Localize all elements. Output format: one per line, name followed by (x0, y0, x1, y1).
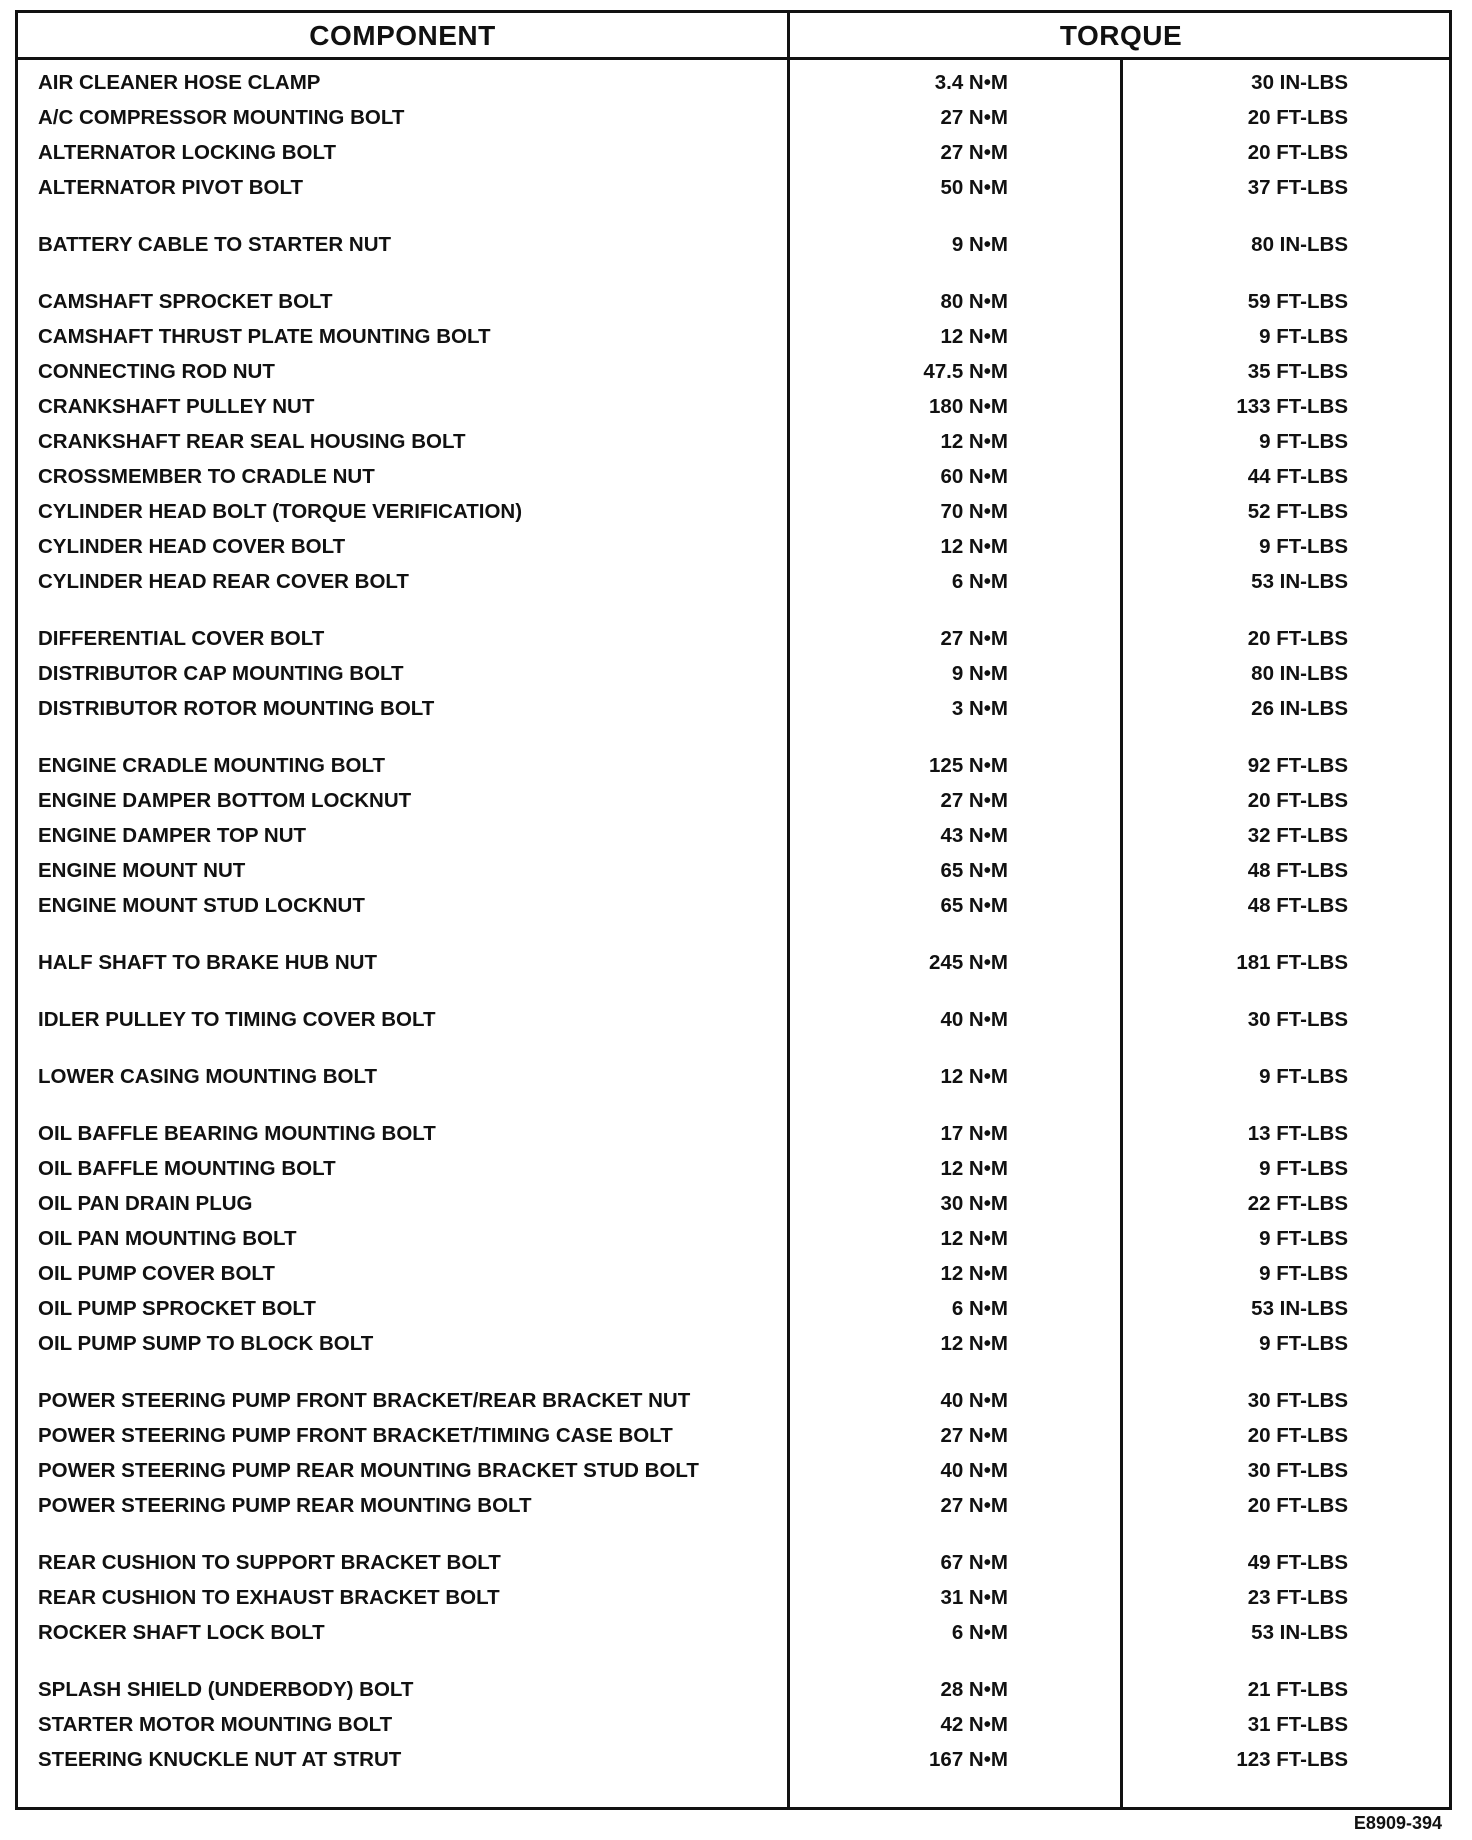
table-row (18, 1326, 1449, 1361)
torque-imperial: 22 FT-LBS (1247, 1192, 1348, 1215)
component-name: CRANKSHAFT REAR SEAL HOUSING BOLT (38, 430, 466, 453)
component-name: POWER STEERING PUMP FRONT BRACKET/TIMING CASE BOLT (38, 1424, 673, 1447)
table-row (18, 1742, 1449, 1777)
table-row (18, 1672, 1449, 1707)
torque-metric: 30 N•M (940, 1192, 1008, 1215)
torque-metric: 28 N•M (940, 1678, 1008, 1701)
torque-metric: 60 N•M (940, 465, 1008, 488)
torque-header: TORQUE (1059, 20, 1183, 51)
torque-imperial: 44 FT-LBS (1247, 465, 1348, 488)
torque-metric: 50 N•M (940, 176, 1008, 199)
torque-metric: 125 N•M (929, 754, 1008, 777)
torque-imperial: 123 FT-LBS (1236, 1748, 1348, 1771)
component-header: COMPONENT (309, 20, 496, 51)
table-row (18, 529, 1449, 564)
component-name: A/C COMPRESSOR MOUNTING BOLT (38, 106, 405, 129)
torque-metric: 12 N•M (940, 1227, 1008, 1250)
component-name: CYLINDER HEAD COVER BOLT (38, 535, 346, 558)
torque-metric: 6 N•M (951, 1297, 1008, 1320)
torque-metric: 80 N•M (940, 290, 1008, 313)
torque-metric: 27 N•M (940, 106, 1008, 129)
table-row (18, 494, 1449, 529)
torque-metric: 245 N•M (929, 951, 1008, 974)
torque-imperial: 9 FT-LBS (1259, 1332, 1348, 1355)
component-name: AIR CLEANER HOSE CLAMP (38, 71, 321, 94)
table-row (18, 691, 1449, 726)
torque-imperial: 80 IN-LBS (1251, 233, 1348, 256)
torque-imperial: 133 FT-LBS (1236, 395, 1348, 418)
torque-metric: 65 N•M (940, 859, 1008, 882)
component-name: CONNECTING ROD NUT (38, 360, 275, 383)
table-row (18, 1256, 1449, 1291)
table-row (18, 1383, 1449, 1418)
component-name: STEERING KNUCKLE NUT AT STRUT (38, 1748, 402, 1771)
torque-metric: 27 N•M (940, 1424, 1008, 1447)
table-row (18, 284, 1449, 319)
torque-imperial: 9 FT-LBS (1259, 430, 1348, 453)
torque-imperial: 52 FT-LBS (1247, 500, 1348, 523)
component-name: POWER STEERING PUMP REAR MOUNTING BRACKET STUD BOLT (38, 1459, 699, 1482)
table-row (18, 170, 1449, 205)
torque-metric: 47.5 N•M (923, 360, 1008, 383)
component-name: ROCKER SHAFT LOCK BOLT (38, 1621, 325, 1644)
table-row (18, 1615, 1449, 1650)
component-name: OIL PUMP COVER BOLT (38, 1262, 275, 1285)
torque-imperial: 20 FT-LBS (1247, 1494, 1348, 1517)
torque-imperial: 59 FT-LBS (1247, 290, 1348, 313)
table-row (18, 621, 1449, 656)
torque-imperial: 20 FT-LBS (1247, 141, 1348, 164)
component-name: ALTERNATOR PIVOT BOLT (38, 176, 303, 199)
table-row (18, 853, 1449, 888)
torque-metric: 167 N•M (929, 1748, 1008, 1771)
component-name: SPLASH SHIELD (UNDERBODY) BOLT (38, 1678, 414, 1701)
table-row (18, 1291, 1449, 1326)
table-row (18, 748, 1449, 783)
table-row (18, 1453, 1449, 1488)
component-name: CAMSHAFT THRUST PLATE MOUNTING BOLT (38, 325, 491, 348)
torque-metric: 27 N•M (940, 141, 1008, 164)
component-name: ENGINE CRADLE MOUNTING BOLT (38, 754, 385, 777)
torque-imperial: 9 FT-LBS (1259, 1227, 1348, 1250)
torque-imperial: 32 FT-LBS (1247, 824, 1348, 847)
torque-metric: 40 N•M (940, 1389, 1008, 1412)
component-name: DIFFERENTIAL COVER BOLT (38, 627, 325, 650)
torque-metric: 6 N•M (951, 1621, 1008, 1644)
table-row (18, 1186, 1449, 1221)
torque-metric: 12 N•M (940, 1262, 1008, 1285)
component-name: CYLINDER HEAD BOLT (TORQUE VERIFICATION) (38, 500, 523, 523)
torque-imperial: 23 FT-LBS (1247, 1586, 1348, 1609)
component-name: POWER STEERING PUMP REAR MOUNTING BOLT (38, 1494, 532, 1517)
torque-metric: 31 N•M (940, 1586, 1008, 1609)
torque-metric: 43 N•M (940, 824, 1008, 847)
component-name: IDLER PULLEY TO TIMING COVER BOLT (38, 1008, 436, 1031)
table-row (18, 354, 1449, 389)
torque-imperial: 21 FT-LBS (1247, 1678, 1348, 1701)
table-row (18, 656, 1449, 691)
torque-imperial: 53 IN-LBS (1251, 1621, 1348, 1644)
torque-imperial: 37 FT-LBS (1247, 176, 1348, 199)
torque-metric: 12 N•M (940, 1157, 1008, 1180)
table-row (18, 1488, 1449, 1523)
component-name: OIL PUMP SPROCKET BOLT (38, 1297, 316, 1320)
torque-metric: 12 N•M (940, 325, 1008, 348)
torque-metric: 27 N•M (940, 627, 1008, 650)
table-row (18, 1221, 1449, 1256)
torque-imperial: 49 FT-LBS (1247, 1551, 1348, 1574)
torque-imperial: 9 FT-LBS (1259, 1065, 1348, 1088)
torque-imperial: 13 FT-LBS (1247, 1122, 1348, 1145)
component-name: REAR CUSHION TO SUPPORT BRACKET BOLT (38, 1551, 501, 1574)
table-row (18, 945, 1449, 980)
torque-imperial: 92 FT-LBS (1247, 754, 1348, 777)
torque-metric: 40 N•M (940, 1459, 1008, 1482)
component-name: CRANKSHAFT PULLEY NUT (38, 395, 315, 418)
component-name: STARTER MOTOR MOUNTING BOLT (38, 1713, 393, 1736)
component-name: DISTRIBUTOR ROTOR MOUNTING BOLT (38, 697, 435, 720)
table-row (18, 1545, 1449, 1580)
component-name: OIL BAFFLE MOUNTING BOLT (38, 1157, 336, 1180)
table-row (18, 818, 1449, 853)
torque-metric: 3 N•M (951, 697, 1008, 720)
torque-imperial: 31 FT-LBS (1247, 1713, 1348, 1736)
torque-imperial: 48 FT-LBS (1247, 894, 1348, 917)
table-row (18, 459, 1449, 494)
table-row (18, 1707, 1449, 1742)
table-row (18, 135, 1449, 170)
torque-imperial: 80 IN-LBS (1251, 662, 1348, 685)
torque-metric: 27 N•M (940, 1494, 1008, 1517)
torque-metric: 9 N•M (951, 233, 1008, 256)
component-name: OIL PUMP SUMP TO BLOCK BOLT (38, 1332, 374, 1355)
torque-imperial: 30 FT-LBS (1247, 1389, 1348, 1412)
torque-imperial: 53 IN-LBS (1251, 570, 1348, 593)
torque-imperial: 48 FT-LBS (1247, 859, 1348, 882)
table-row (18, 227, 1449, 262)
figure-id: E8909-394 (1353, 1813, 1442, 1833)
torque-imperial: 26 IN-LBS (1251, 697, 1348, 720)
torque-imperial: 30 IN-LBS (1251, 71, 1348, 94)
torque-metric: 180 N•M (929, 395, 1008, 418)
torque-imperial: 35 FT-LBS (1247, 360, 1348, 383)
torque-metric: 70 N•M (940, 500, 1008, 523)
table-row (18, 1418, 1449, 1453)
torque-metric: 42 N•M (940, 1713, 1008, 1736)
component-name: CROSSMEMBER TO CRADLE NUT (38, 465, 375, 488)
component-name: CAMSHAFT SPROCKET BOLT (38, 290, 333, 313)
torque-imperial: 30 FT-LBS (1247, 1008, 1348, 1031)
torque-imperial: 9 FT-LBS (1259, 1157, 1348, 1180)
torque-metric: 17 N•M (940, 1122, 1008, 1145)
torque-imperial: 181 FT-LBS (1236, 951, 1348, 974)
torque-metric: 40 N•M (940, 1008, 1008, 1031)
torque-table (15, 10, 1452, 1810)
torque-metric: 9 N•M (951, 662, 1008, 685)
torque-metric: 65 N•M (940, 894, 1008, 917)
table-row (18, 888, 1449, 923)
torque-metric: 6 N•M (951, 570, 1008, 593)
torque-metric: 12 N•M (940, 430, 1008, 453)
component-name: REAR CUSHION TO EXHAUST BRACKET BOLT (38, 1586, 500, 1609)
table-row (18, 783, 1449, 818)
component-name: ENGINE DAMPER TOP NUT (38, 824, 307, 847)
torque-metric: 12 N•M (940, 1332, 1008, 1355)
component-name: BATTERY CABLE TO STARTER NUT (38, 233, 392, 256)
table-row (18, 1580, 1449, 1615)
table-row (18, 65, 1449, 100)
table-header (18, 13, 1449, 60)
component-name: LOWER CASING MOUNTING BOLT (38, 1065, 377, 1088)
table-row (18, 564, 1449, 599)
component-name: OIL PAN DRAIN PLUG (38, 1192, 253, 1215)
torque-imperial: 20 FT-LBS (1247, 789, 1348, 812)
torque-imperial: 9 FT-LBS (1259, 325, 1348, 348)
torque-metric: 67 N•M (940, 1551, 1008, 1574)
torque-imperial: 9 FT-LBS (1259, 1262, 1348, 1285)
table-row (18, 389, 1449, 424)
component-name: POWER STEERING PUMP FRONT BRACKET/REAR BRACKET NUT (38, 1389, 691, 1412)
table-row (18, 1002, 1449, 1037)
torque-metric: 27 N•M (940, 789, 1008, 812)
torque-imperial: 20 FT-LBS (1247, 627, 1348, 650)
component-name: HALF SHAFT TO BRAKE HUB NUT (38, 951, 377, 974)
table-row (18, 1059, 1449, 1094)
table-row (18, 1151, 1449, 1186)
table-row (18, 100, 1449, 135)
component-name: OIL BAFFLE BEARING MOUNTING BOLT (38, 1122, 436, 1145)
torque-imperial: 30 FT-LBS (1247, 1459, 1348, 1482)
table-row (18, 1116, 1449, 1151)
component-name: OIL PAN MOUNTING BOLT (38, 1227, 297, 1250)
torque-metric: 12 N•M (940, 1065, 1008, 1088)
table-row (18, 424, 1449, 459)
torque-imperial: 20 FT-LBS (1247, 106, 1348, 129)
torque-imperial: 53 IN-LBS (1251, 1297, 1348, 1320)
torque-metric: 3.4 N•M (934, 71, 1008, 94)
component-name: DISTRIBUTOR CAP MOUNTING BOLT (38, 662, 404, 685)
component-name: ENGINE MOUNT STUD LOCKNUT (38, 894, 365, 917)
table-row (18, 319, 1449, 354)
table-body (18, 65, 1449, 1777)
component-name: ALTERNATOR LOCKING BOLT (38, 141, 336, 164)
torque-imperial: 9 FT-LBS (1259, 535, 1348, 558)
torque-imperial: 20 FT-LBS (1247, 1424, 1348, 1447)
torque-metric: 12 N•M (940, 535, 1008, 558)
component-name: CYLINDER HEAD REAR COVER BOLT (38, 570, 409, 593)
component-name: ENGINE MOUNT NUT (38, 859, 246, 882)
component-name: ENGINE DAMPER BOTTOM LOCKNUT (38, 789, 412, 812)
